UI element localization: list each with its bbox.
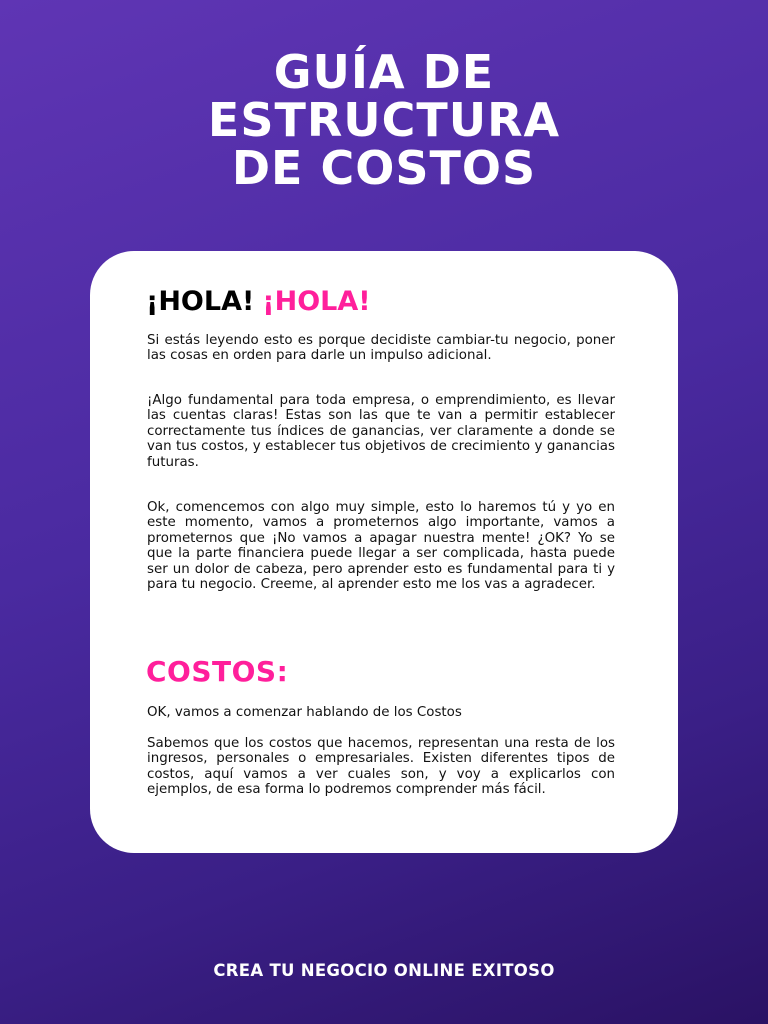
greeting-heading xyxy=(146,287,371,317)
title-line-2: ESTRUCTURA xyxy=(207,93,561,147)
section-heading-costos: COSTOS: xyxy=(146,655,289,688)
intro-paragraph: Si estás leyendo esto es porque decidiste cambiar-tu negocio, poner las cosas en orden para darle un impulso adicional. xyxy=(147,333,615,364)
costos-intro-paragraph: OK, vamos a comenzar hablando de los Costos xyxy=(147,705,462,720)
content-card xyxy=(90,251,678,853)
footer-tagline: CREA TU NEGOCIO ONLINE EXITOSO xyxy=(213,961,555,980)
title-line-1: GUÍA DE xyxy=(273,45,495,99)
promise-paragraph: Ok, comencemos con algo muy simple, esto lo haremos tú y yo en este momento, vamos a prometernos algo importante, vamos a prometernos que ¡No vamos a apagar nuestra mente! ¿OK? Yo se que la parte financiera puede llegar a ser complicada, hasta puede ser un dolor de cabeza, pero aprender esto es fundamental para ti y para tu negocio. Creeme, al aprender esto me los vas a agradecer. xyxy=(147,500,615,593)
costos-explanation-paragraph: Sabemos que los costos que hacemos, representan una resta de los ingresos, personales o empresariales. Existen diferentes tipos de costos, aquí vamos a ver cuales son, y voy a explicarlos con ejemplos, de esa forma lo podremos comprender más fácil. xyxy=(147,736,615,798)
title-line-3: DE COSTOS xyxy=(231,141,537,195)
fundamentals-paragraph: ¡Algo fundamental para toda empresa, o emprendimiento, es llevar las cuentas claras! Estas son las que te van a permitir establecer correctamente tus índices de ganancias, ver claramente a donde se van tus costos, y establecer tus objetivos de crecimiento y ganancias futuras. xyxy=(147,393,615,470)
greeting-pink: ¡HOLA! xyxy=(262,286,371,317)
greeting-black: ¡HOLA! xyxy=(146,286,255,317)
document-title xyxy=(0,45,768,195)
